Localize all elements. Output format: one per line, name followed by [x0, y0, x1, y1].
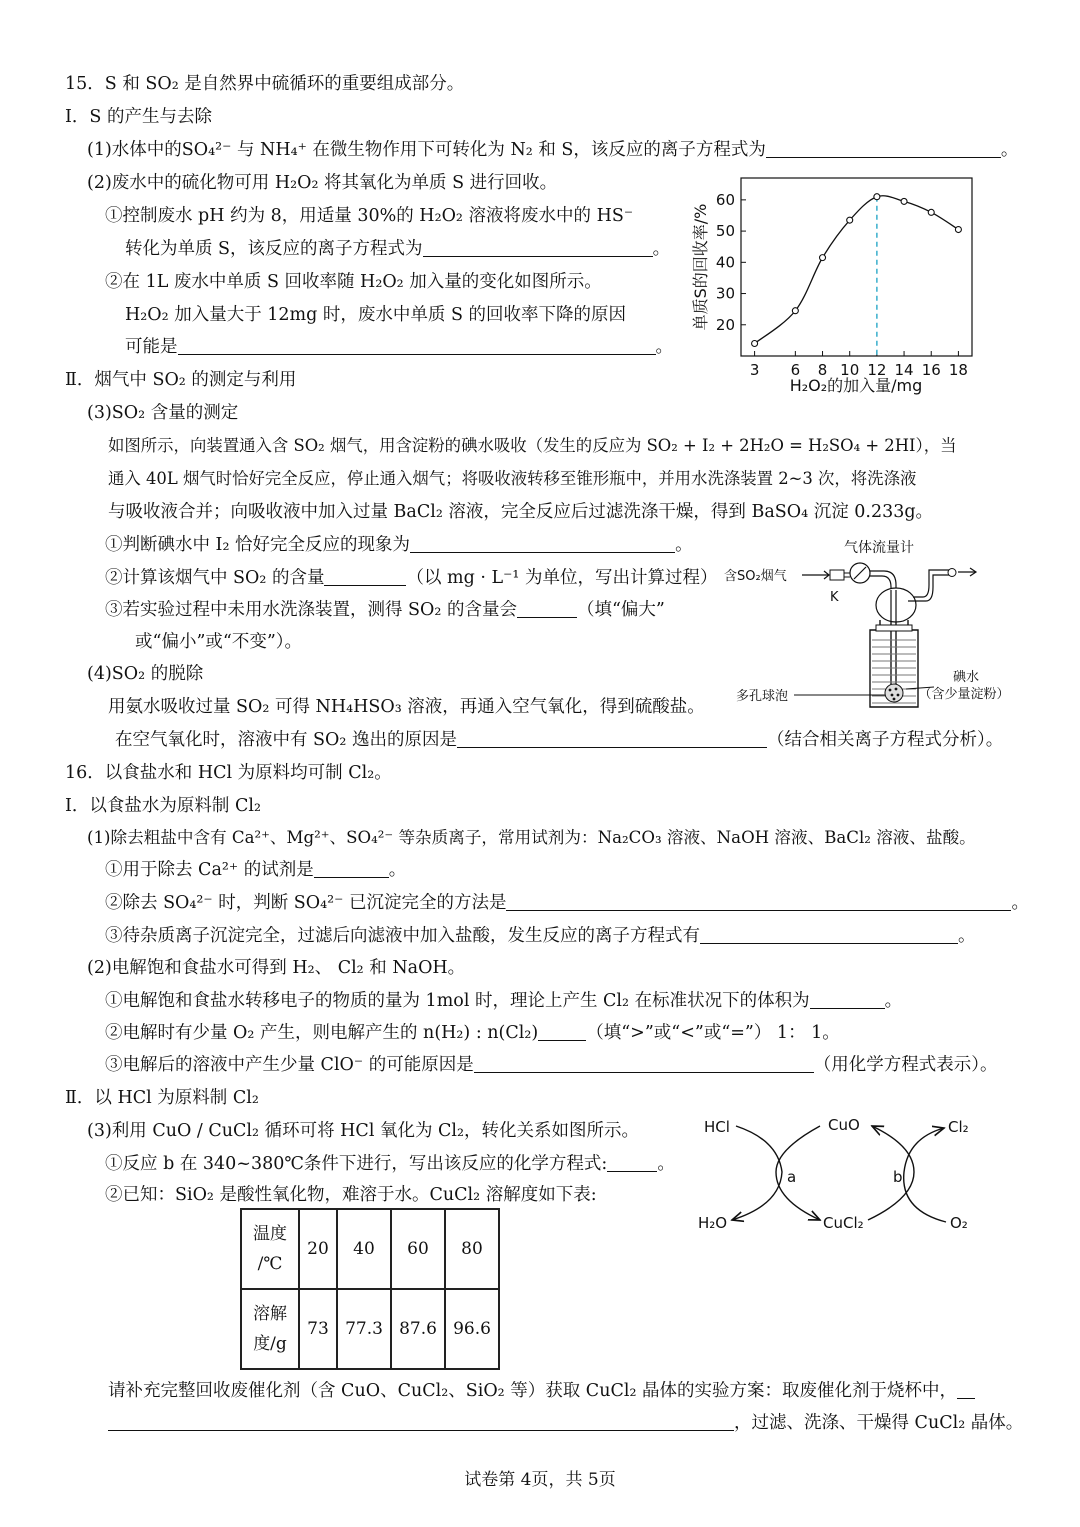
absorption-apparatus — [720, 535, 1050, 715]
answer-blank[interactable] — [474, 1054, 814, 1073]
answer-blank[interactable] — [423, 238, 653, 257]
data-point — [955, 227, 961, 233]
y-tick-label: 40 — [715, 253, 735, 272]
x-tick-label: 14 — [894, 361, 914, 379]
q15-p2-1b: 转化为单质 S，该反应的离子方程式为 。 — [125, 239, 671, 259]
data-point — [874, 194, 880, 200]
q16-p1-2: ②除去 SO₄²⁻ 时，判断 SO₄²⁻ 已沉淀完全的方法是 。 — [105, 893, 1029, 913]
flowmeter-label: 气体流量计 — [844, 540, 914, 556]
hcl-label: HCl — [704, 1118, 730, 1136]
data-point — [901, 198, 907, 204]
q15-p3-1: ①判断碘水中 I₂ 恰好完全反应的现象为 。 — [105, 535, 693, 555]
data-point — [820, 255, 826, 261]
q15-p3-2: ②计算该烟气中 SO₂ 的含量 （以 mg · L⁻¹ 为单位，写出计算过程） — [105, 568, 718, 588]
q16-p2: (2)电解饱和食盐水可得到 H₂、 Cl₂ 和 NaOH。 — [87, 958, 466, 978]
recovery-curve — [755, 196, 959, 344]
iodine-water-label: 碘水 — [952, 670, 980, 685]
q15-p2-2a: ②在 1L 废水中单质 S 回收率随 H₂O₂ 加入量的变化如图所示。 — [105, 272, 602, 292]
answer-blank[interactable] — [506, 892, 1011, 911]
iodine-note-label: （含少量淀粉） — [918, 687, 1010, 702]
q16-part2-heading: Ⅱ．以 HCl 为原料制 Cl₂ — [65, 1088, 259, 1108]
q16-title: 16．以食盐水和 HCl 为原料均可制 Cl₂。 — [65, 763, 392, 783]
answer-blank[interactable] — [324, 567, 406, 586]
reaction-b-label: b — [893, 1168, 903, 1186]
q16-p1: (1)除去粗盐中含有 Ca²⁺、Mg²⁺、SO₄²⁻ 等杂质离子，常用试剂为：Na₂CO₃ 溶液、NaOH 溶液、BaCl₂ 溶液、盐酸。 — [87, 828, 976, 847]
reaction-a-label: a — [787, 1168, 797, 1186]
q16-p2-3: ③电解后的溶液中产生少量 ClO⁻ 的可能原因是 （用化学方程式表示）。 — [105, 1055, 998, 1075]
q15-p3: (3)SO₂ 含量的测定 — [87, 403, 239, 423]
q15-title: 15．S 和 SO₂ 是自然界中硫循环的重要组成部分。 — [65, 74, 465, 94]
q15-p2-2b: H₂O₂ 加入量大于 12mg 时，废水中单质 S 的回收率下降的原因 — [125, 305, 627, 325]
x-tick-label: 3 — [749, 361, 760, 379]
table-cell: 40 — [337, 1209, 391, 1289]
q16-p3-2: ②已知：SiO₂ 是酸性氧化物，难溶于水。CuCl₂ 溶解度如下表: — [105, 1185, 597, 1205]
q16-p3-last2: ，过滤、洗涤、干燥得 CuCl₂ 晶体。 — [108, 1410, 1023, 1436]
arc-hcl-to-h2o — [732, 1126, 782, 1220]
q16-p1-3: ③待杂质离子沉淀完全，过滤后向滤液中加入盐酸，发生反应的离子方程式有 。 — [105, 926, 976, 946]
recovery-chart — [690, 170, 1000, 405]
inlet-label: 含SO₂烟气 — [724, 569, 787, 584]
table-cell: 73 — [299, 1289, 337, 1369]
cl2-label: Cl₂ — [948, 1118, 969, 1136]
answer-blank[interactable] — [517, 599, 577, 618]
data-point — [928, 209, 934, 215]
table-cell: 77.3 — [337, 1289, 391, 1369]
cucl2-label: CuCl₂ — [823, 1214, 864, 1232]
valve-label: K — [830, 590, 839, 605]
q16-p3-last1: 请补充完整回收废催化剂（含 CuO、CuCl₂、SiO₂ 等）获取 CuCl₂ 晶体的实验方案：取废催化剂于烧杯中， — [108, 1378, 975, 1404]
data-point — [752, 341, 758, 347]
x-tick-label: 8 — [817, 361, 828, 379]
q15-p4: (4)SO₂ 的脱除 — [87, 664, 204, 684]
y-tick-label: 60 — [715, 190, 735, 209]
x-tick-label: 6 — [790, 361, 801, 379]
q16-p1-1: ①用于除去 Ca²⁺ 的试剂是 。 — [105, 860, 407, 880]
table-cell: 87.6 — [391, 1289, 445, 1369]
answer-blank[interactable] — [766, 139, 1001, 158]
q15-p2-2c: 可能是 。 — [125, 337, 673, 357]
solubility-table — [240, 1208, 500, 1370]
table-header-solubility: 溶解 度/g — [241, 1289, 299, 1369]
q15-p3-3: ③若实验过程中未用水洗涤装置，测得 SO₂ 的含量会 （填“偏大” — [105, 600, 665, 620]
q15-part1-heading: Ⅰ．S 的产生与去除 — [65, 107, 212, 127]
answer-blank[interactable] — [700, 925, 958, 944]
q16-part1-heading: Ⅰ．以食盐水为原料制 Cl₂ — [65, 796, 261, 816]
x-tick-label: 12 — [867, 361, 887, 379]
answer-blank[interactable] — [108, 1412, 734, 1431]
o2-label: O₂ — [950, 1214, 968, 1232]
cycle-svg — [690, 1110, 990, 1245]
q15-p2: (2)废水中的硫化物可用 H₂O₂ 将其氧化为单质 S 进行回收。 — [87, 173, 558, 193]
q15-p1: (1)水体中的SO₄²⁻ 与 NH₄⁺ 在微生物作用下可转化为 N₂ 和 S，该反应的离子方程式为 。 — [87, 140, 1019, 160]
q15-p4-text2: 在空气氧化时，溶液中有 SO₂ 逸出的原因是 （结合相关离子方程式分析）。 — [115, 730, 1004, 750]
q15-p3-text2: 通入 40L 烟气时恰好完全反应，停止通入烟气；将吸收液转移至锥形瓶中，并用水洗涤装置 2~3 次，将洗涤液 — [108, 469, 917, 488]
q15-p3-3c: 或“偏小”或“不变”）。 — [135, 632, 303, 652]
arc-cucl2-to-cuo — [868, 1126, 914, 1220]
q15-p3-text1: 如图所示，向装置通入含 SO₂ 烟气，用含淀粉的碘水吸收（发生的反应为 SO₂ + I₂ + 2H₂O = H₂SO₄ + 2HI），当 — [108, 436, 957, 455]
y-tick-label: 20 — [715, 315, 735, 334]
q15-p4-text1: 用氨水吸收过量 SO₂ 可得 NH₄HSO₃ 溶液，再通入空气氧化，得到硫酸盐。 — [108, 697, 705, 717]
recovery-chart-svg — [690, 170, 1000, 405]
answer-blank[interactable] — [178, 336, 656, 355]
answer-blank[interactable] — [457, 729, 767, 748]
table-cell: 80 — [445, 1209, 499, 1289]
table-cell: 60 — [391, 1209, 445, 1289]
cuo-label: CuO — [828, 1116, 860, 1134]
answer-blank[interactable] — [607, 1153, 657, 1172]
answer-blank[interactable] — [410, 534, 675, 553]
table-cell: 20 — [299, 1209, 337, 1289]
data-point — [847, 217, 853, 223]
q16-p3: (3)利用 CuO / CuCl₂ 循环可将 HCl 氧化为 Cl₂，转化关系如图所示。 — [87, 1121, 640, 1141]
page-footer: 试卷第 4页，共 5页 — [464, 1470, 616, 1490]
answer-blank[interactable] — [957, 1380, 975, 1399]
x-tick-label: 18 — [948, 361, 968, 379]
answer-blank[interactable] — [314, 859, 389, 878]
valve-icon — [830, 570, 844, 580]
y-tick-label: 50 — [715, 222, 735, 241]
apparatus-svg — [720, 535, 1050, 715]
q15-p2-1a: ①控制废水 pH 约为 8，用适量 30%的 H₂O₂ 溶液将废水中的 HS⁻ — [105, 206, 634, 226]
arc-o2-to-cl2 — [904, 1128, 946, 1222]
q16-p2-1: ①电解饱和食盐水转移电子的物质的量为 1mol 时，理论上产生 Cl₂ 在标准状况下的体积为 。 — [105, 991, 903, 1011]
x-tick-label: 10 — [840, 361, 860, 379]
q16-p3-1: ①反应 b 在 340~380℃条件下进行，写出该反应的化学方程式: 。 — [105, 1154, 675, 1174]
chart-x-axis-label: H₂O₂的加入量/mg — [789, 376, 923, 395]
h2o-label: H₂O — [698, 1214, 728, 1232]
porous-bulb-label: 多孔球泡 — [735, 689, 788, 704]
q15-p3-text3: 与吸收液合并；向吸收液中加入过量 BaCl₂ 溶液，完全反应后过滤洗涤干燥，得到 BaSO₄ 沉淀 0.233g。 — [108, 502, 934, 522]
cuo-cucl2-cycle-diagram — [690, 1110, 990, 1245]
x-tick-label: 16 — [921, 361, 941, 379]
q15-part2-heading: Ⅱ．烟气中 SO₂ 的测定与利用 — [65, 370, 297, 390]
q16-p2-2: ②电解时有少量 O₂ 产生，则电解产生的 n(H₂) : n(Cl₂) （填“>”或“<”或“=”） 1： 1。 — [105, 1023, 840, 1043]
chart-y-axis-label: 单质S的回收率/% — [691, 203, 710, 331]
answer-blank[interactable] — [538, 1022, 586, 1041]
data-point — [792, 308, 798, 314]
table-header-temperature: 温度 /℃ — [241, 1209, 299, 1289]
answer-blank[interactable] — [810, 990, 885, 1009]
y-tick-label: 30 — [715, 284, 735, 303]
table-cell: 96.6 — [445, 1289, 499, 1369]
